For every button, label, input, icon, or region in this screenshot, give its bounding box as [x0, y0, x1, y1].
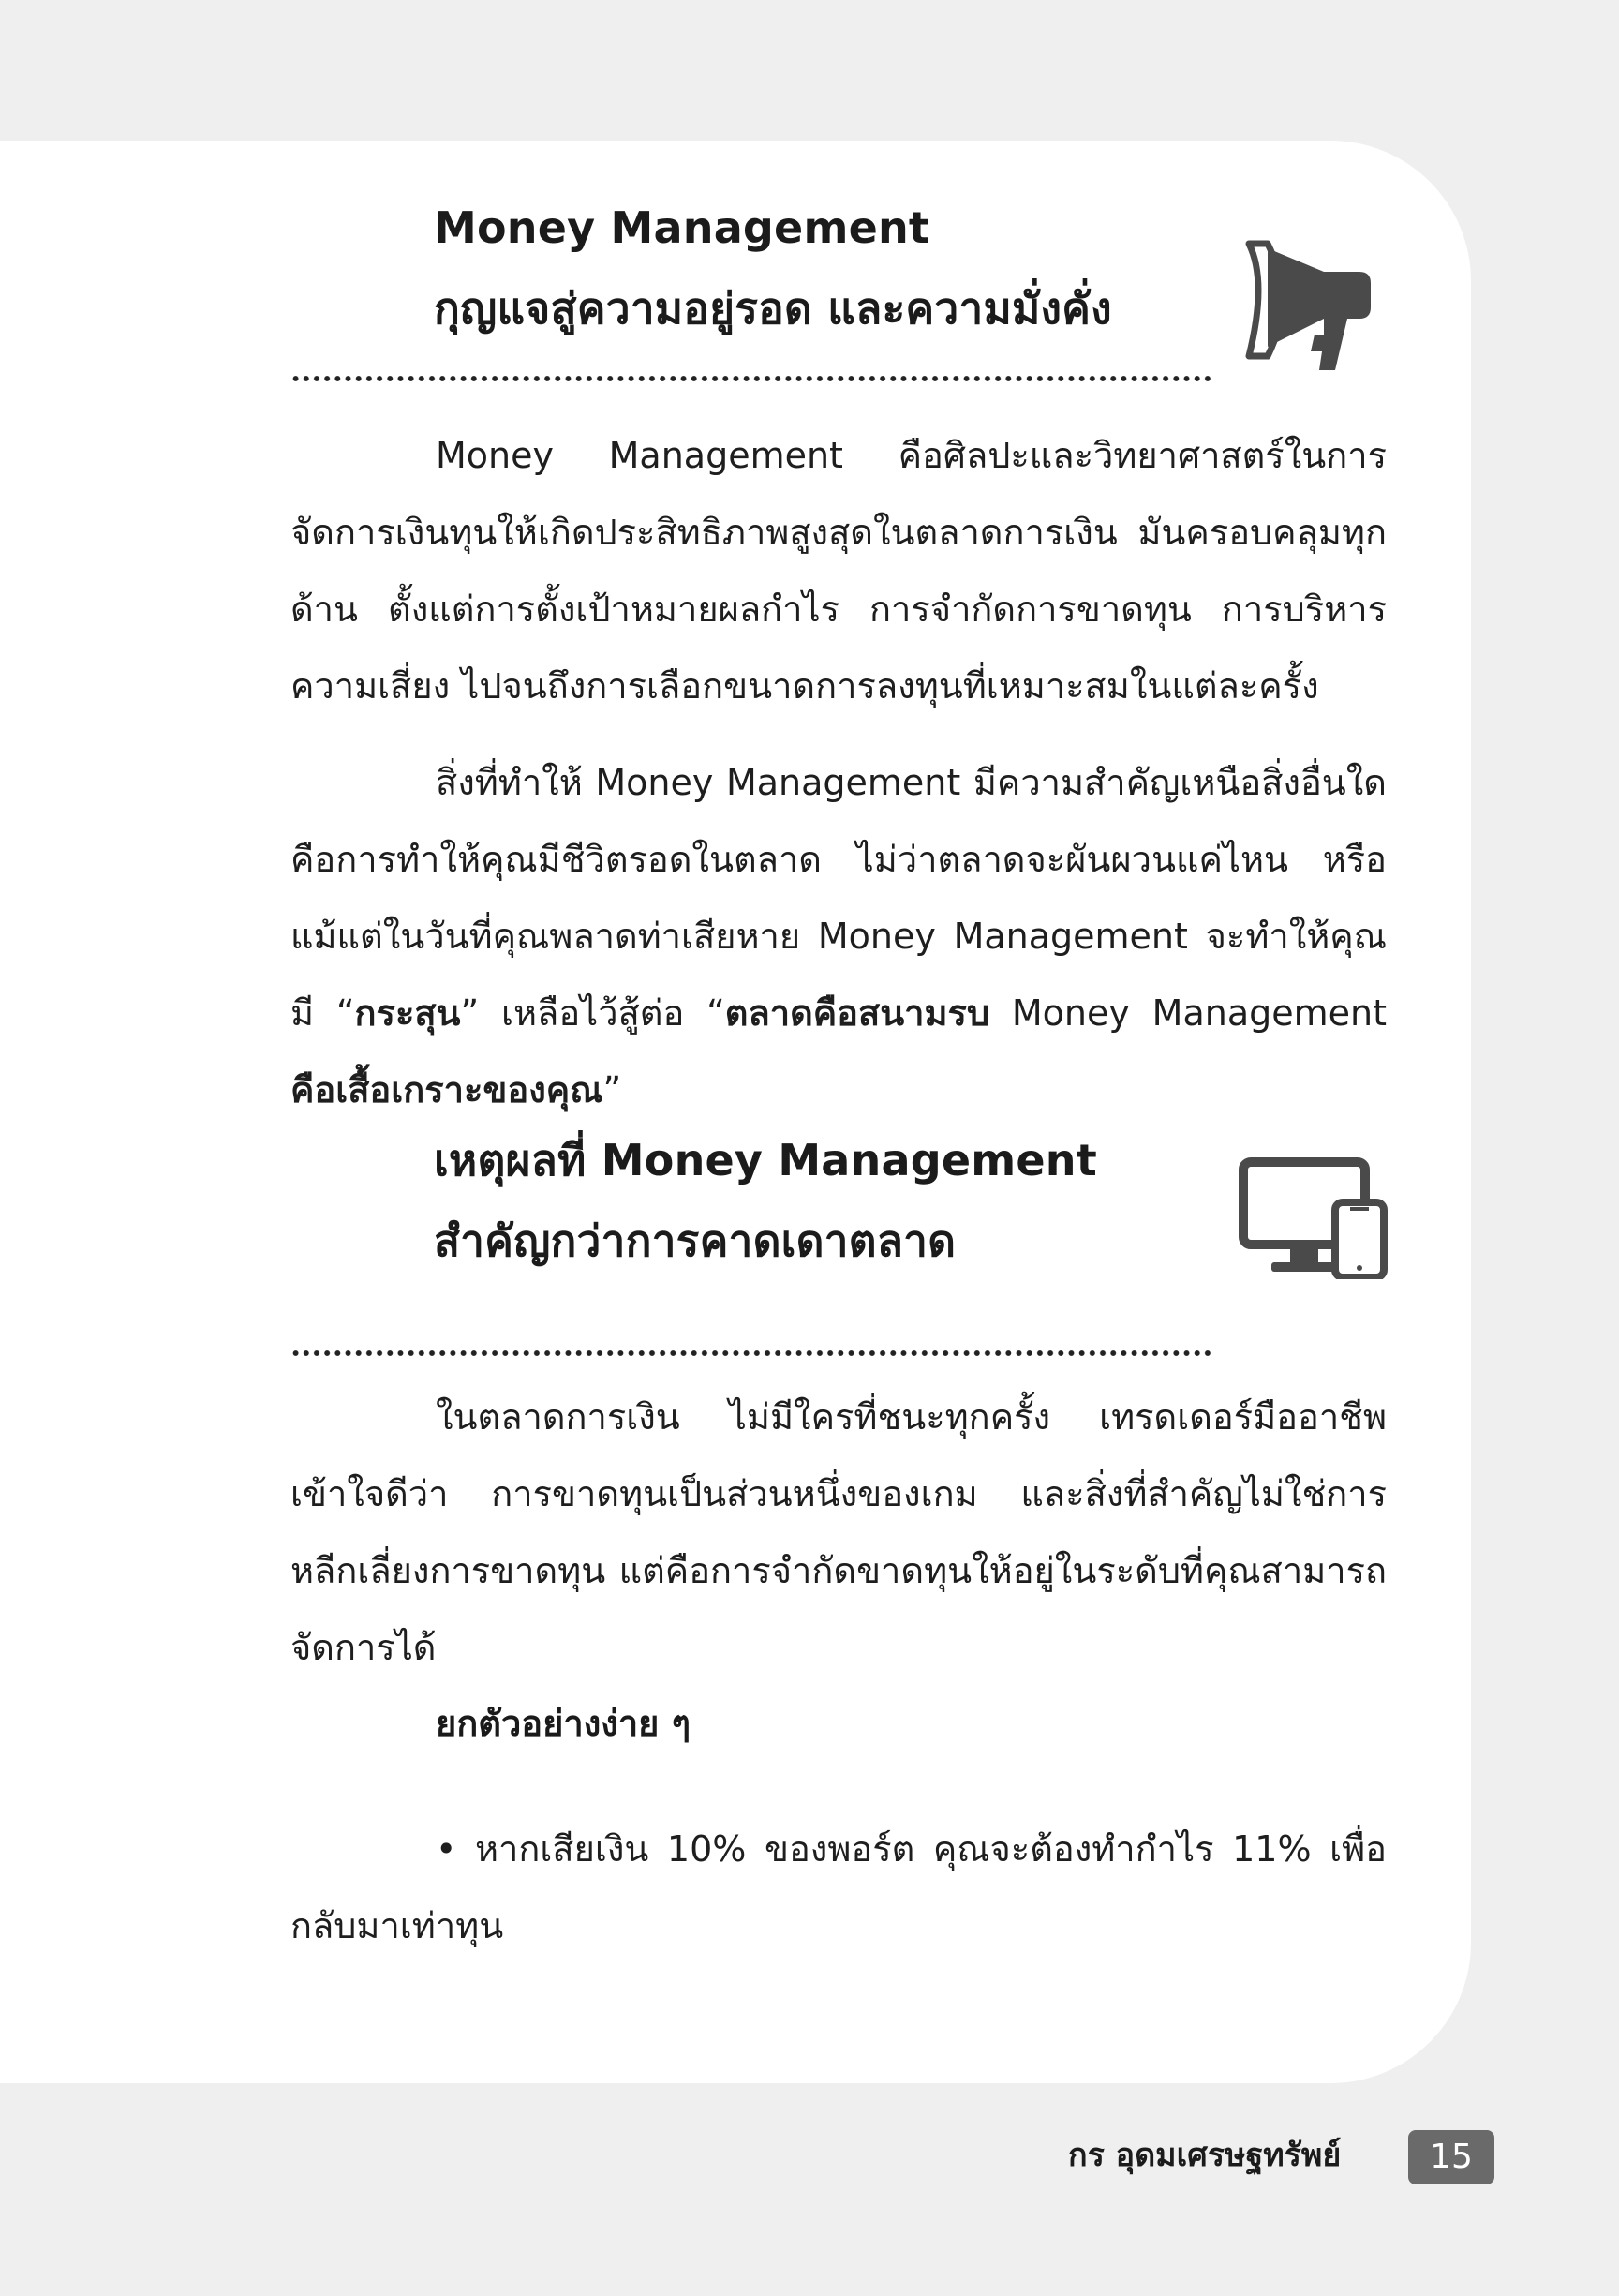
dotted-divider [290, 1349, 1211, 1357]
page-number: 15 [1408, 2130, 1494, 2184]
bullet-item: • หากเสียเงิน 10% ของพอร์ต คุณจะต้องทำกำไร 11% เพื่อกลับมาเท่าทุน [290, 1828, 1387, 1946]
paragraph-text: ” [602, 1069, 622, 1111]
bold-text: ตลาดคือสนามรบ [724, 992, 990, 1034]
bold-text: คือเสื้อเกราะของคุณ [290, 1069, 603, 1111]
heading-line-1: เหตุผลที่ Money Management [434, 1135, 1097, 1185]
paragraph-text: Money Management [989, 992, 1387, 1034]
paragraph-text: ” เหลือไว้สู้ต่อ “ [460, 992, 725, 1034]
dotted-divider [290, 375, 1211, 382]
page-card [0, 141, 1471, 2083]
devices-icon [1239, 1157, 1389, 1279]
heading-line-2: สำคัญกว่าการคาดเดาตลาด [434, 1215, 957, 1266]
paragraph: ในตลาดการเงิน ไม่มีใครที่ชนะทุกครั้ง เทรดเดอร์มืออาชีพเข้าใจดีว่า การขาดทุนเป็นส่วนหนึ่งของเกม และสิ่งที่สำคัญไม่ใช่การหลีกเลี่ยงการขาดทุน แต่คือการจำกัดขาดทุนให้อยู่ในระดับที่คุณสามารถจัดการได้ [290, 1396, 1387, 1668]
section-heading [434, 1120, 1097, 1281]
paragraph: Money Management คือศิลปะและวิทยาศาสตร์ในการจัดการเงินทุนให้เกิดประสิทธิภาพสูงสุดในตลาดการเงิน มันครอบคลุมทุกด้าน ตั้งแต่การตั้งเป้าหมายผลกำไร การจำกัดการขาดทุน การบริหารความเสี่ยง ไปจนถึงการเลือกขนาดการลงทุนที่เหมาะสมในแต่ละครั้ง [290, 435, 1387, 707]
section-heading [434, 187, 1112, 349]
paragraph-text: สิ่งที่ทำให้ Money Management มีความสำคัญเหนือสิ่งอื่นใด คือการทำให้คุณมีชีวิตรอดในตลาด ไม่ว่าตลาดจะผันผวนแค่ไหน หรือแม้แต่ในวันที่คุณพลาดท่าเสียหาย Money Management จะทำให้คุณมี “ [290, 762, 1387, 1034]
heading-line-1: Money Management [434, 202, 930, 253]
footer-author: กร อุดมเศรษฐทรัพย์ [1068, 2137, 1342, 2174]
example-heading: ยกตัวอย่างง่าย ๆ [436, 1703, 691, 1744]
heading-line-2: กุญแจสู่ความอยู่รอด และความมั่งคั่ง [434, 283, 1112, 334]
paragraph [290, 744, 1387, 1128]
megaphone-icon [1230, 230, 1380, 370]
bold-text: กระสุน [354, 992, 461, 1034]
